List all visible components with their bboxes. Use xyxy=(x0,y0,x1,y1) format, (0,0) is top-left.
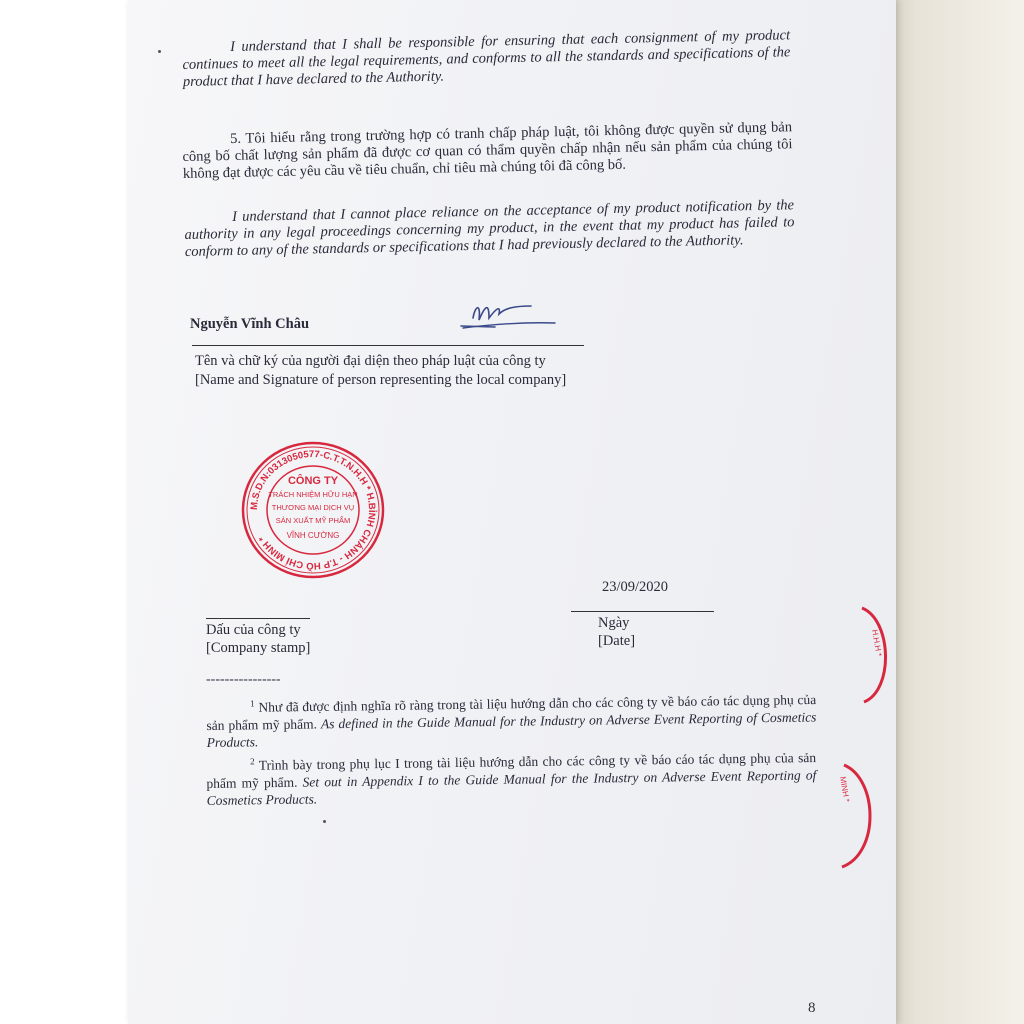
signature-caption-en: [Name and Signature of person representing the local company] xyxy=(195,372,567,388)
paragraph-5-text: 5. Tôi hiểu rằng trong trường hợp có tranh chấp pháp luật, tôi không được quyền sử dụng bản công bố chất lượng sản phẩm đã được cơ quan có thẩm quyền chấp nhận nếu sản phẩm của chúng tôi không đạt được các yêu cầu về tiêu chuẩn, chỉ tiêu mà chúng tôi đã công bố. xyxy=(182,119,793,182)
seal-line-2: TRÁCH NHIỆM HỮU HẠN xyxy=(268,490,358,499)
date-label-vi: Ngày xyxy=(598,615,630,631)
signatory-name: Nguyễn Vĩnh Châu xyxy=(190,316,310,332)
footnote-2-en: Set out in Appendix I to the Guide Manual for the Industry on Adverse Event Reporting of Cosmetics Products. xyxy=(206,766,817,808)
paragraph-responsibility-text: I understand that I shall be responsible for ensuring that each consignment of my product continues to meet all the legal requirements, and conforms to all the standards and specifications of the product that I have declared to the Authority. xyxy=(182,27,791,90)
date-label xyxy=(598,614,635,650)
paper-speck xyxy=(323,820,326,823)
paragraph-reliance-text: I understand that I cannot place reliance on the acceptance of my product notification by the authority in any legal proceedings concerning my product, in the event that my product has failed to conform to any of the standards or specifications that I had previously declared to the Authority. xyxy=(184,197,795,260)
footnote-1-vi: Như đã được định nghĩa rõ ràng trong tài liệu hướng dẫn cho các công ty về báo cáo tác dụng phụ của sản phẩm mỹ phẩm. xyxy=(206,691,817,733)
seal-line-1: CÔNG TY xyxy=(287,475,339,487)
edge-seal-partial-1 xyxy=(842,600,902,710)
handwritten-signature xyxy=(455,292,565,334)
seal-ring-text: M.S.D.N:0313050577-C.T.T.N.H.H * H.BÌNH CHÁNH - T.P HỒ CHÍ MINH * xyxy=(248,448,378,572)
paper-speck xyxy=(158,50,161,53)
signature-caption-vi: Tên và chữ ký của người đại diện theo pháp luật của công ty xyxy=(195,353,546,369)
edge-seal-2-text: MINH * xyxy=(838,775,852,803)
edge-seal-1-text: H.H.H * xyxy=(870,628,884,658)
footnote-1-number: 1 xyxy=(250,698,255,709)
company-stamp-label-vi: Dấu của công ty xyxy=(206,622,301,638)
company-seal xyxy=(240,440,386,580)
signature-line xyxy=(192,345,584,346)
footnote-separator: ---------------- xyxy=(206,672,281,687)
footnote-2 xyxy=(206,745,817,808)
company-stamp-label xyxy=(206,621,310,657)
date-line xyxy=(571,611,714,612)
date-label-en: [Date] xyxy=(598,633,636,649)
footnote-2-number: 2 xyxy=(250,756,255,767)
signature-caption xyxy=(195,352,566,390)
seal-line-5: VĨNH CƯỜNG xyxy=(286,531,340,540)
footnote-2-vi: Trình bày trong phụ lục I trong tài liệu hướng dẫn cho các công ty về báo cáo tác dụng phụ của sản phẩm mỹ phẩm. xyxy=(206,749,817,791)
seal-line-3: THƯƠNG MẠI DỊCH VỤ xyxy=(271,503,355,512)
date-value: 23/09/2020 xyxy=(602,579,669,595)
page-number: 8 xyxy=(808,1000,816,1016)
company-stamp-line xyxy=(206,618,310,619)
company-stamp-label-en: [Company stamp] xyxy=(206,640,311,656)
seal-line-4: SẢN XUẤT MỸ PHẨM xyxy=(275,516,351,525)
footnote-1 xyxy=(206,687,817,750)
footnote-1-en: As defined in the Guide Manual for the Industry on Adverse Event Reporting of Cosmetics Products. xyxy=(206,708,817,750)
edge-seal-partial-2 xyxy=(820,755,890,875)
